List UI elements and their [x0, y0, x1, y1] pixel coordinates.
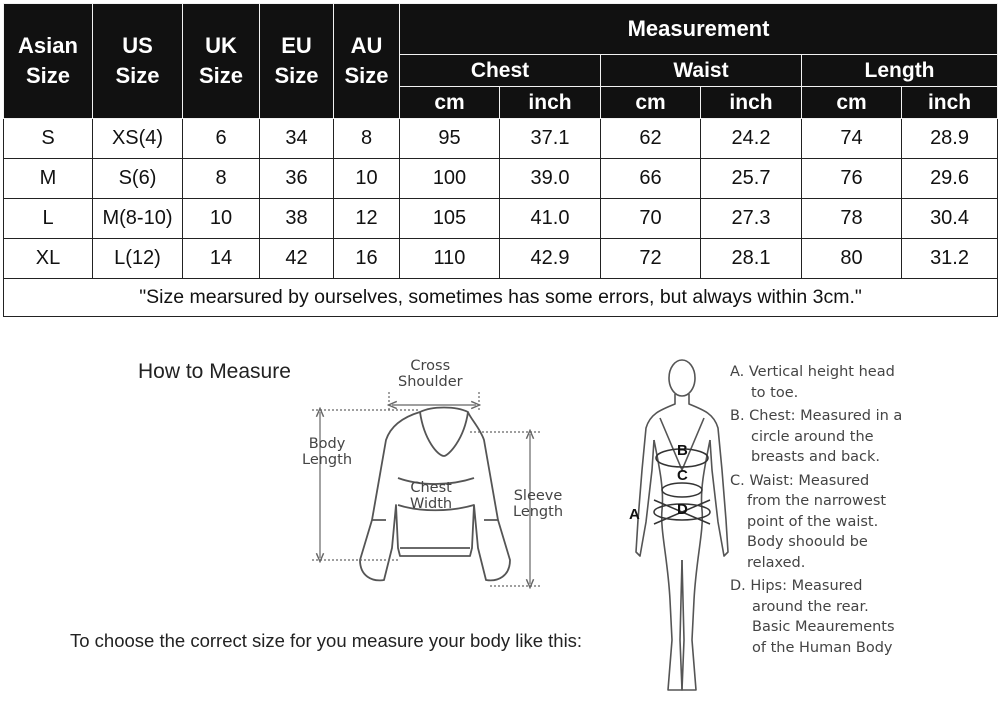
table-cell: 29.6	[902, 159, 998, 199]
header-us-size: US Size	[93, 4, 183, 119]
table-cell: 37.1	[500, 119, 601, 159]
header-measurement: Measurement	[400, 4, 998, 55]
table-cell: 28.9	[902, 119, 998, 159]
header-chest: Chest	[400, 55, 601, 87]
table-cell: 34	[260, 119, 334, 159]
header-length: Length	[802, 55, 998, 87]
table-cell: XL	[4, 239, 93, 279]
body-label-c: C	[677, 467, 688, 484]
table-cell: 42	[260, 239, 334, 279]
legend-item-a: A. Vertical height head to toe.	[730, 364, 895, 401]
table-cell: 6	[183, 119, 260, 159]
legend-item-d: D. Hips: Measured around the rear. Basic Meaurements of the Human Body	[730, 578, 895, 656]
body-length-label: Body Length	[302, 436, 353, 468]
table-cell: 105	[400, 199, 500, 239]
table-cell: 28.1	[701, 239, 802, 279]
header-asian-size: Asian Size	[4, 4, 93, 119]
cross-shoulder-label: Cross Shoulder	[398, 358, 463, 390]
table-cell: 42.9	[500, 239, 601, 279]
table-cell: 10	[183, 199, 260, 239]
header-chest-inch: inch	[500, 87, 601, 119]
measure-instruction: To choose the correct size for you measure your body like this:	[70, 630, 583, 651]
body-label-d: D	[677, 501, 688, 518]
table-cell: S(6)	[93, 159, 183, 199]
body-label-a: A	[629, 506, 640, 523]
header-uk-size: UK Size	[183, 4, 260, 119]
table-cell: 41.0	[500, 199, 601, 239]
table-cell: 16	[334, 239, 400, 279]
header-length-inch: inch	[902, 87, 998, 119]
table-cell: L(12)	[93, 239, 183, 279]
table-cell: M(8-10)	[93, 199, 183, 239]
measurement-note: "Size mearsured by ourselves, sometimes has some errors, but always within 3cm."	[4, 279, 998, 317]
header-waist-inch: inch	[701, 87, 802, 119]
measurement-legend	[730, 362, 995, 661]
table-cell: 36	[260, 159, 334, 199]
header-chest-cm: cm	[400, 87, 500, 119]
table-cell: 31.2	[902, 239, 998, 279]
legend-item-b: B. Chest: Measured in a circle around the breasts and back.	[730, 408, 903, 465]
table-cell: 8	[183, 159, 260, 199]
legend-item-c: C. Waist: Measured from the narrowest point of the waist. Body shoould be relaxed.	[730, 472, 887, 571]
chest-width-label: Chest Width	[410, 480, 453, 512]
table-cell: 12	[334, 199, 400, 239]
how-to-measure-title: How to Measure	[138, 360, 291, 383]
table-cell: 30.4	[902, 199, 998, 239]
table-cell: 8	[334, 119, 400, 159]
header-waist-cm: cm	[601, 87, 701, 119]
table-cell: 80	[802, 239, 902, 279]
table-cell: 76	[802, 159, 902, 199]
table-cell: 24.2	[701, 119, 802, 159]
table-cell: 100	[400, 159, 500, 199]
table-cell: XS(4)	[93, 119, 183, 159]
table-cell: 25.7	[701, 159, 802, 199]
table-cell: 38	[260, 199, 334, 239]
table-cell: 62	[601, 119, 701, 159]
table-cell: 95	[400, 119, 500, 159]
header-waist: Waist	[601, 55, 802, 87]
header-au-size: AU Size	[334, 4, 400, 119]
body-illustration	[636, 360, 728, 690]
table-cell: M	[4, 159, 93, 199]
table-cell: 70	[601, 199, 701, 239]
sleeve-length-label: Sleeve Length	[513, 488, 564, 520]
table-cell: 10	[334, 159, 400, 199]
table-cell: 78	[802, 199, 902, 239]
table-cell: 27.3	[701, 199, 802, 239]
table-cell: 74	[802, 119, 902, 159]
header-length-cm: cm	[802, 87, 902, 119]
header-eu-size: EU Size	[260, 4, 334, 119]
table-cell: L	[4, 199, 93, 239]
table-cell: 66	[601, 159, 701, 199]
table-cell: 39.0	[500, 159, 601, 199]
table-cell: 14	[183, 239, 260, 279]
body-label-b: B	[677, 442, 688, 459]
table-cell: 72	[601, 239, 701, 279]
table-cell: 110	[400, 239, 500, 279]
table-cell: S	[4, 119, 93, 159]
